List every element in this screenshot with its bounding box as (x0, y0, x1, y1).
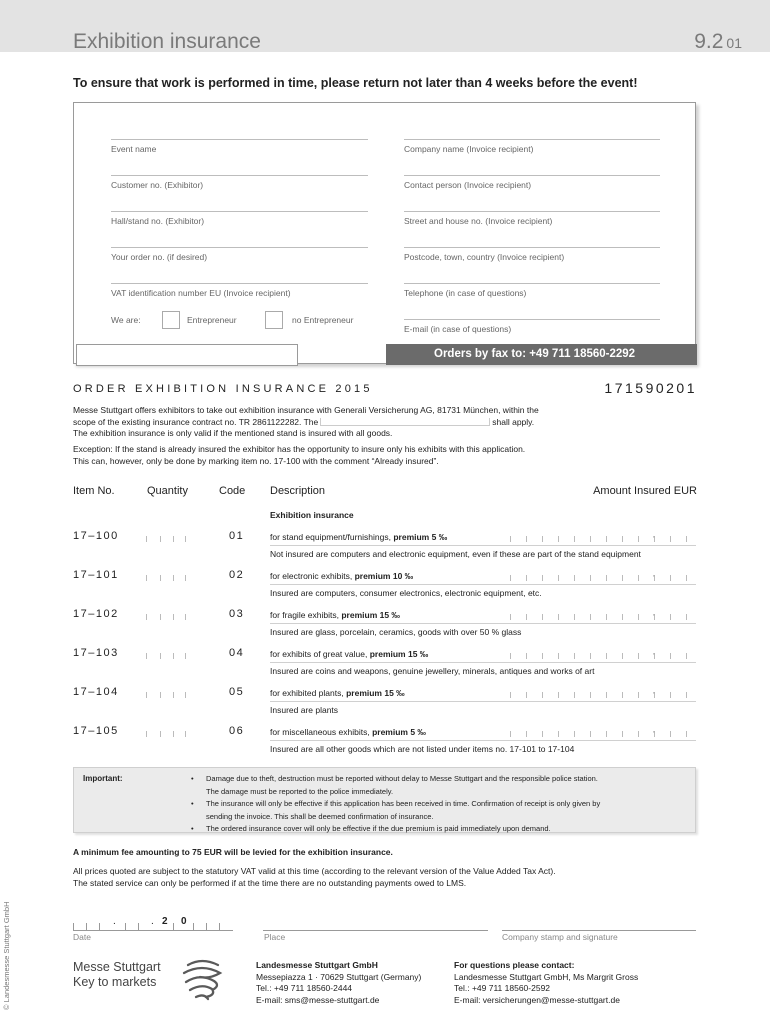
item-description (270, 688, 405, 698)
we-are-label: We are: (111, 315, 141, 325)
bullet-1b: The damage must be reported to the police immediately. (206, 786, 394, 796)
hall-stand-field[interactable] (111, 211, 368, 226)
amount-decimal-mark: , (653, 611, 655, 617)
messe-logo-icon (180, 955, 225, 1003)
quantity-input[interactable] (146, 536, 186, 542)
row-divider (270, 701, 696, 702)
important-bullets (191, 773, 600, 836)
row-divider (270, 662, 696, 663)
item-note: Insured are all other goods which are not listed under items no. 17-101 to 17-104 (270, 744, 575, 754)
footer-contact (454, 960, 638, 1006)
amount-input[interactable] (510, 692, 696, 698)
order-no-field[interactable] (111, 247, 368, 262)
item-premium: premium 5 ‰ (372, 727, 426, 737)
item-code: 02 (229, 569, 245, 581)
entrepreneur-checkbox[interactable] (162, 311, 180, 329)
amount-input[interactable] (510, 536, 696, 542)
customer-form (73, 102, 696, 364)
item-premium: premium 10 ‰ (354, 571, 414, 581)
vat-id-field[interactable] (111, 283, 368, 298)
contact-title: For questions please contact: (454, 960, 575, 970)
intro-line-2a: scope of the existing insurance contract no. TR 2861122282. The (73, 416, 319, 427)
item-description-text: for exhibited plants, (270, 688, 344, 698)
date-dot-2: . (151, 916, 154, 927)
item-number: 17–104 (73, 686, 119, 698)
no-entrepreneur-checkbox[interactable] (265, 311, 283, 329)
quantity-input[interactable] (146, 614, 186, 620)
item-number: 17–100 (73, 530, 119, 542)
amount-decimal-mark: , (653, 533, 655, 539)
order-number: 171590201 (604, 380, 697, 396)
form-number (694, 30, 742, 54)
footer-tel: Tel.: +49 711 18560-2444 (256, 983, 353, 993)
quantity-input[interactable] (146, 653, 186, 659)
quantity-input[interactable] (146, 731, 186, 737)
email-label: E-mail (in case of questions) (404, 324, 512, 334)
street-label: Street and house no. (Invoice recipient) (404, 216, 553, 226)
quantity-input[interactable] (146, 575, 186, 581)
item-code: 03 (229, 608, 245, 620)
postcode-label: Postcode, town, country (Invoice recipient) (404, 252, 565, 262)
intro-text (73, 405, 633, 440)
brand-name: Messe Stuttgart (73, 960, 161, 974)
amount-input[interactable] (510, 653, 696, 659)
table-subheading: Exhibition insurance (270, 510, 354, 520)
date-line (73, 930, 233, 931)
event-name-field[interactable] (111, 139, 368, 154)
item-premium: premium 15 ‰ (369, 649, 429, 659)
contact-name: Landesmesse Stuttgart GmbH, Ms Margrit Gross (454, 971, 639, 982)
item-number: 17–101 (73, 569, 119, 581)
amount-decimal-mark: , (653, 689, 655, 695)
company-name-label: Company name (Invoice recipient) (404, 144, 534, 154)
date-field[interactable] (73, 916, 233, 930)
important-label: Important: (83, 774, 123, 783)
date-label: Date (73, 932, 91, 942)
item-code: 05 (229, 686, 245, 698)
email-field[interactable] (404, 319, 660, 334)
bullet-2b: sending the invoice. This shall be deemed confirmation of insurance. (206, 811, 434, 821)
item-description (270, 571, 413, 581)
order-no-label: Your order no. (if desired) (111, 252, 208, 262)
row-divider (270, 623, 696, 624)
amount-input[interactable] (510, 614, 696, 620)
row-divider (270, 740, 696, 741)
bullet-2a: • The insurance will only be effective if this application has been received in time. Confirmation of receipt is only given by (191, 798, 600, 811)
contact-email[interactable]: E-mail: versicherungen@messe-stuttgart.de (454, 994, 620, 1005)
year-digit-2: 0 (181, 916, 187, 927)
footer-email[interactable]: E-mail: sms@messe-stuttgart.de (256, 994, 380, 1005)
brand-tagline: Key to markets (73, 975, 157, 989)
item-note: Not insured are computers and electronic equipment, even if these are part of the stand equipment (270, 549, 641, 559)
bullet-3: • The ordered insurance cover will only be effective if the due premium is paid immediately upon demand. (191, 823, 600, 836)
header-description: Description (270, 485, 326, 497)
place-line[interactable] (263, 930, 488, 931)
item-description-text: for stand equipment/furnishings, (270, 532, 391, 542)
item-premium: premium 5 ‰ (393, 532, 448, 542)
header-quantity: Quantity (147, 485, 188, 497)
company-name-field[interactable] (404, 139, 660, 154)
date-dot-1: . (113, 916, 116, 927)
important-box (73, 767, 696, 833)
street-field[interactable] (404, 211, 660, 226)
item-premium: premium 15 ‰ (341, 610, 400, 620)
intro-line-2b: shall apply. (492, 416, 535, 427)
header-code: Code (219, 485, 246, 497)
customer-no-label: Customer no. (Exhibitor) (111, 180, 204, 190)
inline-blank-field[interactable] (320, 418, 490, 426)
form-number-main: 9.2 (694, 30, 724, 53)
no-entrepreneur-label: no Entrepreneur (292, 315, 354, 325)
item-description (270, 610, 400, 620)
minimum-fee: A minimum fee amounting to 75 EUR will be levied for the exhibition insurance. (73, 847, 393, 857)
contact-tel: Tel.: +49 711 18560-2592 (454, 983, 551, 993)
telephone-field[interactable] (404, 283, 660, 298)
footer-company: Landesmesse Stuttgart GmbH (256, 960, 378, 970)
page-title: Exhibition insurance (73, 30, 261, 53)
place-label: Place (264, 932, 286, 942)
contact-person-field[interactable] (404, 175, 660, 190)
header-item-no: Item No. (73, 485, 115, 497)
item-description-text: for miscellaneous exhibits, (270, 727, 370, 737)
vat-id-label: VAT identification number EU (Invoice recipient) (111, 288, 291, 298)
header-amount: Amount Insured EUR (593, 485, 697, 497)
vat-text (73, 866, 556, 889)
intro-line-2 (73, 417, 633, 429)
deadline-notice: To ensure that work is performed in time, please return not later than 4 weeks before the event! (73, 76, 638, 90)
item-code: 04 (229, 647, 245, 659)
exception-text (73, 444, 633, 467)
item-description (270, 532, 447, 542)
item-note: Insured are coins and weapons, genuine jewellery, minerals, antiques and works of art (270, 666, 595, 676)
row-divider (270, 545, 696, 546)
item-note: Insured are plants (270, 705, 339, 715)
item-description-text: for fragile exhibits, (270, 610, 339, 620)
item-description (270, 727, 426, 737)
form-number-sub: 01 (726, 35, 742, 51)
entrepreneur-label: Entrepreneur (187, 315, 237, 325)
item-number: 17–102 (73, 608, 119, 620)
amount-decimal-mark: , (653, 728, 655, 734)
event-name-label: Event name (111, 144, 157, 154)
stamp-label: Company stamp and signature (502, 932, 618, 942)
item-description-text: for exhibits of great value, (270, 649, 368, 659)
telephone-label: Telephone (in case of questions) (404, 288, 527, 298)
hall-stand-label: Hall/stand no. (Exhibitor) (111, 216, 205, 226)
footer-address (256, 960, 421, 1006)
row-divider (270, 584, 696, 585)
item-number: 17–105 (73, 725, 119, 737)
stamp-line[interactable] (502, 930, 696, 931)
vat-line-1: All prices quoted are subject to the statutory VAT valid at this time (according to the relevant version of the Value Added Tax Act). (73, 866, 556, 876)
item-number: 17–103 (73, 647, 119, 659)
item-note: Insured are computers, consumer electronics, electronic equipment, etc. (270, 588, 542, 598)
customer-no-field[interactable] (111, 175, 368, 190)
amount-input[interactable] (510, 731, 696, 737)
postcode-field[interactable] (404, 247, 660, 262)
order-title: ORDER EXHIBITION INSURANCE 2015 (73, 383, 373, 395)
bullet-1a: • Damage due to theft, destruction must be reported without delay to Messe Stuttgart and the responsible police station. (191, 773, 600, 786)
item-description (270, 649, 428, 659)
stand-blank-box[interactable] (76, 344, 298, 366)
exception-line-1: Exception: If the stand is already insured the exhibitor has the opportunity to insure only his exhibits with this application. (73, 444, 526, 454)
copyright: © Landesmesse Stuttgart GmbH (2, 901, 11, 1010)
amount-decimal-mark: , (653, 650, 655, 656)
fax-banner: Orders by fax to: +49 711 18560-2292 (386, 344, 697, 365)
item-note: Insured are glass, porcelain, ceramics, goods with over 50 % glass (270, 627, 522, 637)
intro-line-3: The exhibition insurance is only valid if the mentioned stand is insured with all goods. (73, 428, 393, 438)
year-digit-1: 2 (162, 916, 168, 927)
quantity-input[interactable] (146, 692, 186, 698)
item-code: 06 (229, 725, 245, 737)
exception-line-2: This can, however, only be done by marking item no. 17-100 with the comment “Already insured”. (73, 455, 439, 466)
item-description-text: for electronic exhibits, (270, 571, 353, 581)
amount-decimal-mark: , (653, 572, 655, 578)
item-code: 01 (229, 530, 245, 542)
footer-street: Messepiazza 1 · 70629 Stuttgart (Germany) (256, 971, 422, 982)
intro-line-1: Messe Stuttgart offers exhibitors to take out exhibition insurance with Generali Versicherung AG, 81731 München, within the (73, 405, 539, 415)
amount-input[interactable] (510, 575, 696, 581)
vat-line-2: The stated service can only be performed if at the time there are no outstanding payments owed to LMS. (73, 877, 467, 888)
item-premium: premium 15 ‰ (346, 688, 405, 698)
contact-person-label: Contact person (Invoice recipient) (404, 180, 532, 190)
